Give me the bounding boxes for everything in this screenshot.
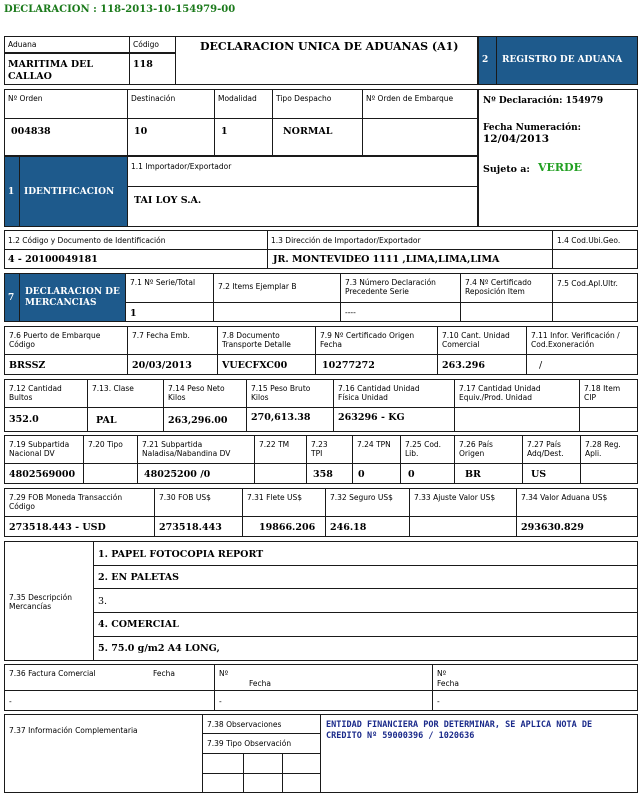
codigo-label-cell	[129, 36, 176, 53]
cod-lib-value: 0	[408, 469, 415, 480]
factura-dash-1: -	[9, 697, 12, 706]
peso-neto-value-cell	[163, 407, 247, 432]
naladisa-value: 48025200 /0	[144, 469, 211, 480]
descripcion-text-3: 3.	[98, 596, 108, 607]
nro-declaracion-label: Nº Declaración:	[483, 96, 563, 106]
fecha-emb-label: 7.7 Fecha Emb.	[132, 331, 190, 340]
peso-bruto-value: 270,613.38	[251, 412, 311, 423]
factura-fecha-label: Fecha	[153, 669, 175, 678]
modalidad-label-cell	[214, 89, 273, 119]
naladisa-label: 7.21 Subpartida Naladisa/Nabandina DV	[142, 440, 231, 458]
observaciones-label-cell	[202, 714, 321, 734]
bultos-value-cell	[4, 407, 88, 432]
pais-origen-value: BR	[465, 469, 481, 480]
aduana-label: Aduana	[8, 40, 37, 49]
registro-label: REGISTRO DE ADUANA	[502, 55, 623, 65]
tipo-despacho-value-cell	[272, 118, 363, 156]
num-declaracion-value-cell	[340, 302, 461, 322]
fecha-emb-label-cell	[127, 326, 218, 355]
direccion-value-cell	[267, 249, 553, 269]
naladisa-label-cell	[137, 435, 255, 464]
seguro-label: 7.32 Seguro US$	[330, 493, 393, 502]
direccion-value: JR. MONTEVIDEO 1111 ,LIMA,LIMA,LIMA	[273, 254, 500, 265]
flete-value: 19866.206	[259, 522, 316, 533]
cant-unidad-value-cell	[437, 354, 527, 375]
factura-dash-2: -	[219, 697, 222, 706]
codigo-identificacion-value: 4 - 20100049181	[8, 254, 98, 265]
modalidad-value: 1	[221, 126, 228, 137]
ubigeo-value-cell	[552, 249, 638, 269]
peso-bruto-label-cell	[246, 379, 334, 408]
serie-value-cell	[125, 302, 214, 322]
cod-lib-label: 7.25 Cod. Lib.	[405, 440, 442, 458]
tpn-label: 7.24 TPN	[357, 440, 391, 449]
obs-box-6	[282, 773, 321, 793]
infor-verificacion-value-cell	[526, 354, 638, 375]
descripcion-line-1	[93, 541, 638, 566]
registro-aduana-section	[478, 36, 638, 85]
fob-value-cell	[154, 516, 243, 537]
destinacion-value-cell	[127, 118, 215, 156]
puerto-value-cell	[4, 354, 128, 375]
fob-moneda-label-cell	[4, 488, 155, 517]
pais-adq-value-cell	[522, 463, 581, 484]
peso-neto-label: 7.14 Peso Neto Kilos	[168, 384, 225, 402]
factura-nro-label-cell	[214, 664, 433, 691]
fecha-numeracion-label: Fecha Numeración:	[483, 123, 581, 133]
item-cip-label-cell	[579, 379, 638, 408]
identificacion-section	[4, 156, 128, 227]
cod-apl-value-cell	[552, 302, 638, 322]
importador-value: TAI LOY S.A.	[134, 195, 202, 206]
sujeto-value: VERDE	[538, 161, 582, 174]
peso-bruto-value-cell	[246, 407, 334, 432]
modalidad-label: Modalidad	[218, 94, 257, 103]
codigo-label: Código	[133, 40, 160, 49]
subpartida-label-cell	[4, 435, 84, 464]
factura-label-cell	[4, 664, 215, 691]
cant-fisica-value-cell	[333, 407, 455, 432]
reg-apli-label-cell	[580, 435, 638, 464]
num-declaracion-label: 7.3 Número Declaración Precedente Serie	[345, 278, 436, 296]
direccion-label: 1.3 Dirección de Importador/Exportador	[271, 236, 421, 245]
factura-fecha3-label: Fecha	[437, 679, 459, 688]
factura-dash-3: -	[437, 697, 440, 706]
importador-label: 1.1 Importador/Exportador	[131, 162, 232, 171]
registro-number: 2	[482, 55, 489, 65]
fob-moneda-value: 273518.443 - USD	[9, 522, 106, 533]
cert-origen-value-cell	[315, 354, 438, 375]
factura-value-cell	[4, 690, 215, 711]
serie-value: 1	[130, 308, 137, 319]
cant-equiv-value-cell	[454, 407, 580, 432]
codigo-value: 118	[133, 59, 153, 70]
tpn-label-cell	[352, 435, 401, 464]
subpartida-value: 4802569000	[9, 469, 76, 480]
serie-label-cell	[125, 273, 214, 303]
header-prefix: DECLARACION :	[4, 4, 97, 15]
mercancias-label: DECLARACION DE MERCANCIAS	[25, 287, 120, 308]
num-declaracion-value: ----	[345, 308, 356, 317]
reg-apli-value-cell	[580, 463, 638, 484]
nro-declaracion-value: 154979	[565, 96, 604, 106]
tm-label-cell	[254, 435, 307, 464]
tpi-label-cell	[306, 435, 353, 464]
destinacion-value: 10	[134, 126, 148, 137]
factura-nro-label: Nº	[219, 669, 229, 678]
cant-unidad-label: 7.10 Cant. Unidad Comercial	[442, 331, 510, 349]
nro-orden-value-cell	[4, 118, 128, 156]
valor-aduana-label-cell	[516, 488, 638, 517]
infor-verificacion-label-cell	[526, 326, 638, 355]
tipo-label-cell	[83, 435, 138, 464]
seguro-value-cell	[325, 516, 410, 537]
serie-label: 7.1 Nº Serie/Total	[130, 278, 196, 287]
cant-equiv-label-cell	[454, 379, 580, 408]
subpartida-label: 7.19 Subpartida Nacional DV	[9, 440, 70, 458]
cant-fisica-label-cell	[333, 379, 455, 408]
info-complementaria-label: 7.37 Información Complementaria	[9, 726, 138, 735]
cert-origen-label: 7.9 Nº Certificado Origen Fecha	[320, 331, 415, 349]
ubigeo-label: 1.4 Cod.Ubi.Geo.	[557, 236, 621, 245]
infor-verificacion-label: 7.11 Infor. Verificación / Cod.Exoneración	[531, 331, 620, 349]
cod-lib-value-cell	[400, 463, 455, 484]
codigo-identificacion-label-cell	[4, 230, 268, 250]
puerto-label: 7.6 Puerto de Embarque Código	[9, 331, 101, 349]
observaciones-label: 7.38 Observaciones	[207, 720, 282, 729]
cant-fisica-value: 263296 - KG	[338, 412, 405, 423]
aduana-value: MARITIMA DEL CALLAO	[8, 59, 94, 82]
ajuste-label: 7.33 Ajuste Valor US$	[414, 493, 496, 502]
info-complementaria-cell	[4, 714, 203, 793]
tipo-label: 7.20 Tipo	[88, 440, 123, 449]
flete-label-cell	[242, 488, 326, 517]
bultos-label-cell	[4, 379, 88, 408]
subpartida-value-cell	[4, 463, 84, 484]
factura-nro2-label-cell	[432, 664, 638, 691]
descripcion-text-5: 5. 75.0 g/m2 A4 LONG,	[98, 643, 220, 654]
registro-info-cell	[478, 89, 638, 227]
factura-fecha2-label: Fecha	[249, 679, 271, 688]
infor-verificacion-value: /	[539, 360, 543, 371]
pais-adq-label-cell	[522, 435, 581, 464]
nro-orden-value: 004838	[11, 126, 51, 137]
pais-adq-value: US	[531, 469, 547, 480]
descripcion-text-1: 1. PAPEL FOTOCOPIA REPORT	[98, 549, 264, 560]
descripcion-line-4	[93, 612, 638, 637]
doc-transporte-label: 7.8 Documento Transporte Detalle	[222, 331, 291, 349]
nro-orden-label-cell	[4, 89, 128, 119]
pais-origen-value-cell	[454, 463, 523, 484]
fob-value: 273518.443	[159, 522, 222, 533]
tpn-value-cell	[352, 463, 401, 484]
item-cip-value-cell	[579, 407, 638, 432]
flete-label: 7.31 Flete US$	[247, 493, 303, 502]
clase-label: 7.13. Clase	[92, 384, 134, 393]
tm-label: 7.22 TM	[259, 440, 290, 449]
valor-aduana-value: 293630.829	[521, 522, 584, 533]
cant-unidad-label-cell	[437, 326, 527, 355]
items-label-cell	[213, 273, 341, 303]
tpi-value-cell	[306, 463, 353, 484]
entidad-financiera-cell	[320, 714, 638, 793]
descripcion-line-3	[93, 588, 638, 613]
certificado-reposicion-label-cell	[460, 273, 553, 303]
sujeto-label: Sujeto a:	[483, 164, 530, 175]
mercancias-number: 7	[8, 293, 15, 303]
mercancias-section	[4, 273, 126, 322]
fecha-emb-value: 20/03/2013	[132, 360, 192, 371]
peso-neto-label-cell	[163, 379, 247, 408]
cod-lib-label-cell	[400, 435, 455, 464]
obs-box-2	[243, 753, 283, 774]
direccion-label-cell	[267, 230, 553, 250]
tpi-label: 7.23 TPI	[311, 440, 328, 458]
fob-label: 7.30 FOB US$	[159, 493, 211, 502]
bultos-label: 7.12 Cantidad Bultos	[9, 384, 62, 402]
tipo-despacho-value: NORMAL	[283, 126, 333, 137]
doc-transporte-value-cell	[217, 354, 316, 375]
item-cip-label: 7.18 Item CIP	[584, 384, 621, 402]
fob-label-cell	[154, 488, 243, 517]
obs-box-1	[202, 753, 244, 774]
doc-transporte-label-cell	[217, 326, 316, 355]
nro-orden-label: Nº Orden	[8, 94, 43, 103]
bultos-value: 352.0	[9, 414, 39, 425]
flete-value-cell	[242, 516, 326, 537]
descripcion-text-4: 4. COMERCIAL	[98, 619, 179, 630]
document-title: DECLARACION UNICA DE ADUANAS (A1)	[200, 40, 459, 53]
valor-aduana-label: 7.34 Valor Aduana US$	[521, 493, 608, 502]
destinacion-label: Destinación	[131, 94, 176, 103]
cant-unidad-value: 263.296	[442, 360, 485, 371]
tm-value-cell	[254, 463, 307, 484]
modalidad-value-cell	[214, 118, 273, 156]
descripcion-label: 7.35 Descripción Mercancías	[9, 593, 72, 611]
importador-value-cell	[127, 186, 478, 227]
descripcion-text-2: 2. EN PALETAS	[98, 572, 179, 583]
clase-value: PAL	[96, 415, 117, 426]
tipo-despacho-label: Tipo Despacho	[276, 94, 332, 103]
tipo-observacion-label-cell	[202, 733, 321, 754]
aduana-label-cell	[4, 36, 130, 53]
pais-origen-label-cell	[454, 435, 523, 464]
declaration-header	[4, 4, 235, 15]
cant-fisica-label: 7.16 Cantidad Unidad Física Unidad	[338, 384, 420, 402]
factura-nro2-label: Nº	[437, 669, 447, 678]
descripcion-line-2	[93, 565, 638, 589]
clase-label-cell	[87, 379, 164, 408]
document-title-cell	[175, 36, 478, 85]
cert-origen-label-cell	[315, 326, 438, 355]
obs-box-3	[282, 753, 321, 774]
factura-nro-value-cell	[214, 690, 433, 711]
factura-nro2-value-cell	[432, 690, 638, 711]
doc-transporte-value: VUECFXC00	[222, 360, 288, 371]
codigo-value-cell	[129, 53, 176, 85]
fob-moneda-label: 7.29 FOB Moneda Transacción Código	[9, 493, 123, 511]
reg-apli-label: 7.28 Reg. Apli.	[585, 440, 621, 458]
peso-bruto-label: 7.15 Peso Bruto Kilos	[251, 384, 311, 402]
naladisa-value-cell	[137, 463, 255, 484]
cod-apl-label: 7.5 Cod.Apl.Ultr.	[557, 279, 618, 288]
orden-embarque-label: Nº Orden de Embarque	[366, 94, 454, 103]
items-value-cell	[213, 302, 341, 322]
declaration-number: 118-2013-10-154979-00	[100, 4, 236, 15]
seguro-value: 246.18	[330, 522, 367, 533]
ajuste-label-cell	[409, 488, 517, 517]
factura-label: 7.36 Factura Comercial	[9, 669, 96, 678]
tipo-value-cell	[83, 463, 138, 484]
certificado-reposicion-label: 7.4 Nº Certificado Reposición Item	[465, 278, 532, 296]
cert-origen-value: 10277272	[322, 360, 375, 371]
puerto-label-cell	[4, 326, 128, 355]
codigo-identificacion-label: 1.2 Código y Documento de Identificación	[8, 236, 166, 245]
num-declaracion-label-cell	[340, 273, 461, 303]
tpn-value: 0	[358, 469, 365, 480]
fob-moneda-value-cell	[4, 516, 155, 537]
items-label: 7.2 Items Ejemplar B	[218, 282, 297, 291]
cod-apl-label-cell	[552, 273, 638, 303]
entidad-financiera-text: ENTIDAD FINANCIERA POR DETERMINAR, SE APLICA NOTA DE CREDITO Nº 59000396 / 1020636	[326, 720, 593, 741]
importador-label-cell	[127, 156, 478, 187]
tipo-despacho-label-cell	[272, 89, 363, 119]
cant-equiv-label: 7.17 Cantidad Unidad Equiv./Prod. Unidad	[459, 384, 541, 402]
valor-aduana-value-cell	[516, 516, 638, 537]
tpi-value: 358	[313, 469, 333, 480]
destinacion-label-cell	[127, 89, 215, 119]
ajuste-value-cell	[409, 516, 517, 537]
descripcion-line-5	[93, 636, 638, 661]
pais-origen-label: 7.26 País Origen	[459, 440, 493, 458]
fecha-numeracion-value: 12/04/2013	[483, 133, 550, 145]
codigo-identificacion-value-cell	[4, 249, 268, 269]
descripcion-label-cell	[4, 541, 94, 661]
certificado-reposicion-value-cell	[460, 302, 553, 322]
obs-box-5	[243, 773, 283, 793]
ubigeo-label-cell	[552, 230, 638, 250]
orden-embarque-label-cell	[362, 89, 478, 119]
obs-box-4	[202, 773, 244, 793]
identificacion-number: 1	[8, 187, 15, 197]
aduana-value-cell	[4, 53, 130, 85]
peso-neto-value: 263,296.00	[168, 415, 228, 426]
fecha-emb-value-cell	[127, 354, 218, 375]
orden-embarque-value-cell	[362, 118, 478, 156]
pais-adq-label: 7.27 País Adq/Dest.	[527, 440, 564, 458]
identificacion-label: IDENTIFICACION	[24, 187, 115, 197]
seguro-label-cell	[325, 488, 410, 517]
puerto-value: BRSSZ	[9, 360, 46, 371]
tipo-observacion-label: 7.39 Tipo Observación	[207, 739, 292, 748]
clase-value-cell	[87, 407, 164, 432]
